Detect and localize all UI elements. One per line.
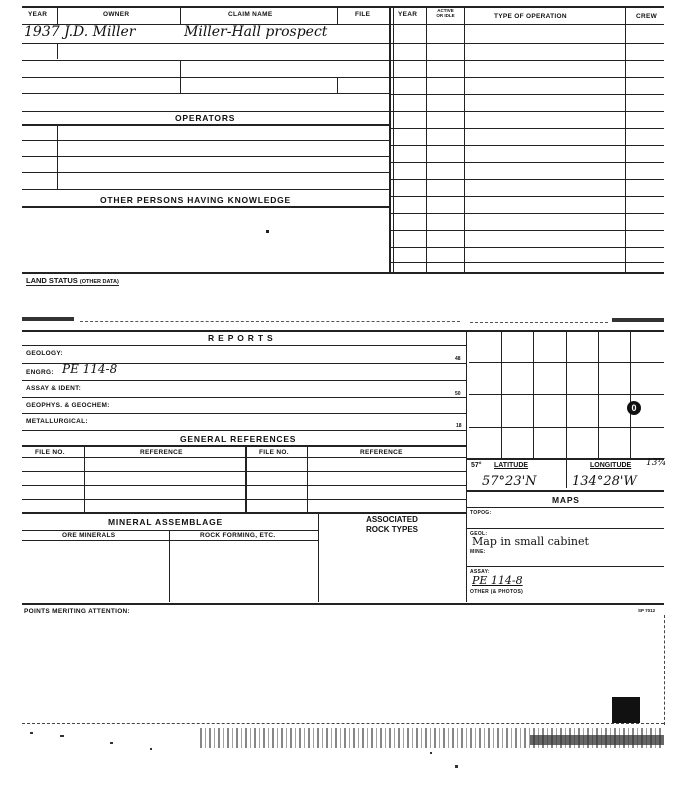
mineral-assemblage-title: MINERAL ASSEMBLAGE [108,517,223,527]
grid-marker [627,401,641,415]
maps-assay-value: PE 114-8 [472,574,523,587]
header-type-of-operation: TYPE OF OPERATION [494,13,567,20]
rock-forming-label: ROCK FORMING, ETC. [200,532,276,539]
general-references-title: GENERAL REFERENCES [180,434,297,444]
reports-geology-num: 48 [455,356,461,362]
reports-geology: GEOLOGY: [26,350,63,357]
header-crew: CREW [636,13,658,20]
maps-title: MAPS [552,495,580,505]
rock-types-label: ROCK TYPES [365,525,418,534]
header-claim-name: CLAIM NAME [228,11,273,18]
ore-minerals-label: ORE MINERALS [62,532,116,539]
header-or-idle: OR IDLE [436,13,455,18]
reports-metallurgical-num: 18 [456,423,462,429]
reports-geophys: GEOPHYS. & GEOCHEM: [26,402,110,409]
latitude-label: LATITUDE [494,462,529,469]
maps-other: OTHER (& PHOTOS) [470,589,524,595]
reports-metallurgical: METALLURGICAL: [26,418,88,425]
ref-file-no-2: FILE NO. [259,449,289,456]
longitude-label: LONGITUDE [590,462,632,469]
points-meriting-attention: POINTS MERITING ATTENTION: [24,608,131,615]
reports-engrg-value: PE 114-8 [62,362,118,376]
location-grid [469,330,664,458]
associated-label: ASSOCIATED [366,515,418,524]
form-code: SP 7012 [638,608,656,613]
reports-title: R E P O R T S [208,333,274,343]
maps-geol-value: Map in small cabinet [472,535,589,548]
ref-reference-1: REFERENCE [140,449,183,456]
section-operators: OPERATORS [175,113,236,123]
entry-claim-name: Miller-Hall prospect [184,24,328,40]
longitude-note: 13¼ [646,458,667,468]
land-status-sub: (OTHER DATA) [79,279,119,285]
maps-geol: GEOL: [470,531,488,537]
ref-file-no-1: FILE NO. [35,449,65,456]
reports-engrg: ENGRG: [26,369,54,376]
lat-prefix: 57° [471,462,482,469]
grid-marker-text: 0 [631,403,637,413]
entry-year-owner: 1937 J.D. Miller [24,24,136,40]
ref-reference-2: REFERENCE [360,449,403,456]
latitude-value: 57°23'N [482,474,537,489]
land-status-label: LAND STATUS [26,276,78,285]
reports-assay: ASSAY & IDENT: [26,385,82,392]
header-owner: OWNER [103,11,130,18]
header-active: ACTIVE [437,8,454,13]
header-year: YEAR [28,11,48,18]
header-year-2: YEAR [398,11,418,18]
section-other-persons: OTHER PERSONS HAVING KNOWLEDGE [100,195,292,205]
land-status-heading [26,276,119,286]
reports-assay-num: 50 [455,391,461,397]
maps-mine: MINE: [470,549,486,555]
header-file: FILE [355,11,371,18]
maps-topog: TOPOG: [470,510,492,516]
maps-assay: ASSAY: [470,569,490,575]
longitude-value: 134°28'W [572,474,637,489]
